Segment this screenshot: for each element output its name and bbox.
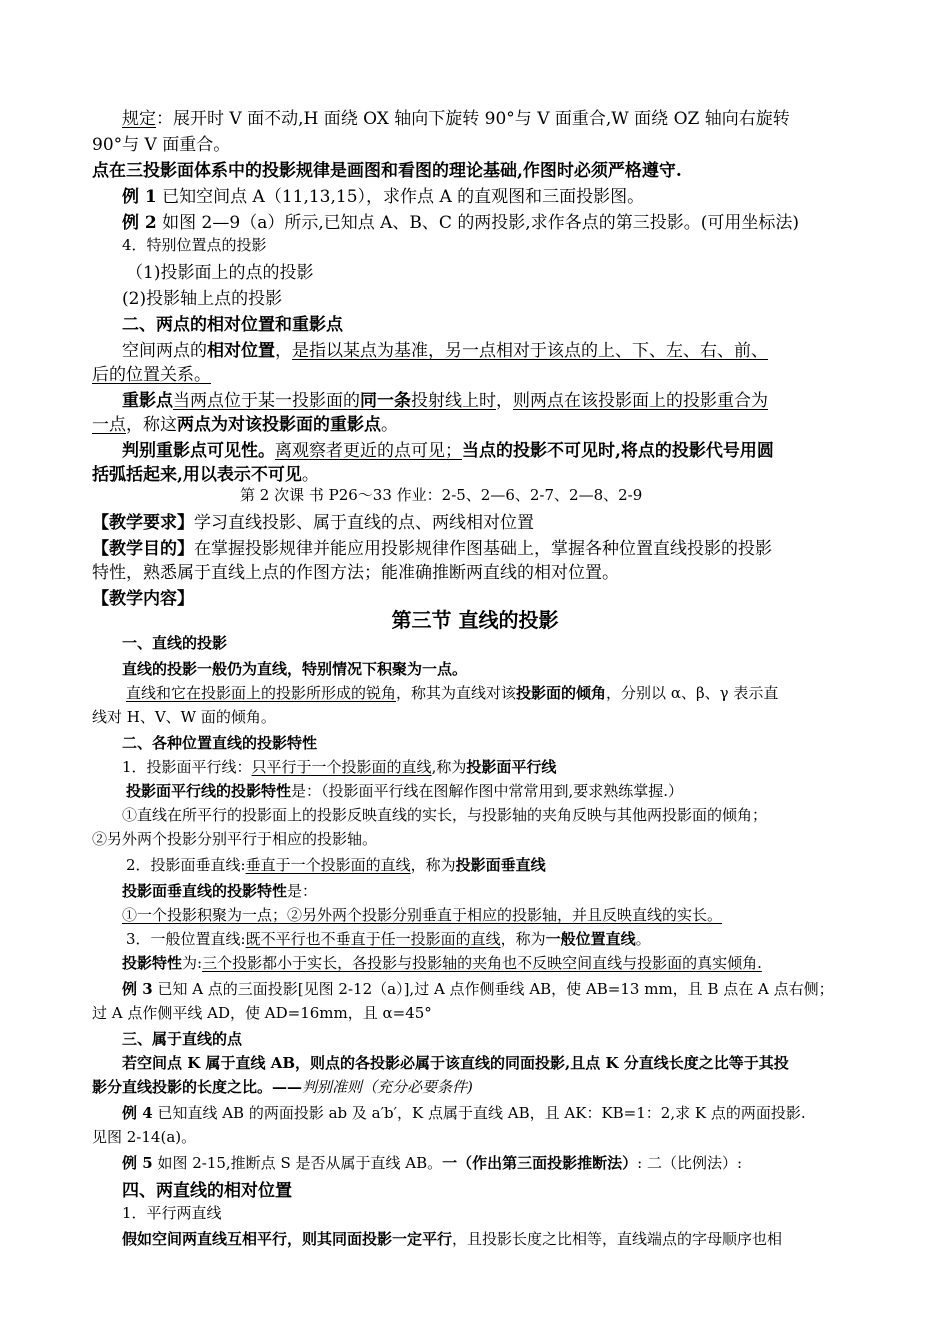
coincident-point-line-1: 重影点当两点位于某一投影面的同一条投射线上时，则两点在该投影面上的投影重合为 bbox=[122, 391, 768, 411]
relative-position-line-1: 空间两点的相对位置，是指以某点为基准，另一点相对于该点的上、下、左、右、前、 bbox=[122, 341, 768, 361]
section-title: 第三节 直线的投影 bbox=[391, 608, 559, 632]
heading-two-lines: 四、两直线的相对位置 bbox=[122, 1181, 292, 1201]
example-1: 例 1 已知空间点 A（11,13,15），求作点 A 的直观图和三面投影图。 bbox=[122, 187, 645, 207]
heading-line-projection: 一、直线的投影 bbox=[122, 634, 228, 652]
item-points-on-axis: (2)投影轴上点的投影 bbox=[122, 289, 283, 309]
inclination-angle-line-2: 线对 H、V、W 面的倾角。 bbox=[92, 708, 276, 726]
general-line-definition: 3．一般位置直线:既不平行也不垂直于任一投影面的直线，称为一般位置直线。 bbox=[126, 930, 651, 948]
example-3-line-1: 例 3 已知 A 点的三面投影[见图 2-12（a）],过 A 点作侧垂线 AB，使 AB=13 mm，且 B 点在 A 点右侧； bbox=[122, 980, 834, 998]
visibility-line-2: 括弧括起来,用以表示不可见。 bbox=[92, 465, 319, 485]
projection-law-statement: 点在三投影面体系中的投影规律是画图和看图的理论基础,作图时必须严格遵守. bbox=[92, 161, 682, 181]
example-4-line-2: 见图 2-14(a)。 bbox=[92, 1128, 197, 1146]
parallel-property-1: ①直线在所平行的投影面上的投影反映直线的实长，与投影轴的夹角反映与其他两投影面的倾角； bbox=[122, 806, 768, 824]
rule-line-2: 90°与 V 面重合。 bbox=[92, 135, 231, 155]
rule-line-1: 规定：展开时 V 面不动,H 面绕 OX 轴向下旋转 90°与 V 面重合,W 面绕 OZ 轴向右旋转 bbox=[122, 109, 790, 129]
item-points-on-plane: （1)投影面上的点的投影 bbox=[126, 263, 314, 283]
heading-relative-position: 二、两点的相对位置和重影点 bbox=[122, 315, 343, 335]
relative-position-line-2: 后的位置关系。 bbox=[92, 365, 211, 385]
perpendicular-line-definition: 2．投影面垂直线:垂直于一个投影面的直线，称为投影面垂直线 bbox=[126, 856, 546, 874]
coincident-point-line-2: 一点，称这两点为对该投影面的重影点。 bbox=[92, 415, 398, 435]
teaching-goal-line-2: 特性，熟悉属于直线上点的作图方法；能准确推断两直线的相对位置。 bbox=[92, 563, 619, 583]
example-2: 例 2 如图 2—9（a）所示,已知点 A、B、C 的两投影,求作各点的第三投影。(可用坐标法) bbox=[122, 213, 799, 233]
inclination-angle-line-1: 直线和它在投影面上的投影所形成的锐角，称其为直线对该投影面的倾角，分别以 α、β、γ 表示直 bbox=[126, 684, 779, 702]
point-on-line-rule-1: 若空间点 K 属于直线 AB，则点的各投影必属于该直线的同面投影,且点 K 分直线长度之比等于其投 bbox=[122, 1054, 789, 1072]
example-4-line-1: 例 4 已知直线 AB 的两面投影 ab 及 a′b′，K 点属于直线 AB，且 AK：KB=1：2,求 K 点的两面投影. bbox=[122, 1104, 806, 1122]
point-on-line-rule-2: 影分直线投影的长度之比。——判别准则（充分必要条件) bbox=[92, 1078, 473, 1096]
perpendicular-line-property: 投影面垂直线的投影特性是： bbox=[122, 882, 318, 900]
lesson-info: 第 2 次课 书 P26～33 作业：2-5、2—6、2-7、2—8、2-9 bbox=[240, 486, 643, 504]
visibility-line-1: 判别重影点可见性。离观察者更近的点可见；当点的投影不可见时,将点的投影代号用圆 bbox=[122, 441, 774, 461]
general-line-property: 投影特性为:三个投影都小于实长，各投影与投影轴的夹角也不反映空间直线与投影面的真实倾角. bbox=[122, 954, 762, 972]
example-5: 例 5 如图 2-15,推断点 S 是否从属于直线 AB。一（作出第三面投影推断法）: 二（比例法）: bbox=[122, 1154, 743, 1172]
subheading-parallel-lines: 1．平行两直线 bbox=[122, 1204, 222, 1222]
teaching-content-label: 【教学内容】 bbox=[92, 589, 194, 609]
parallel-line-property: 投影面平行线的投影特性是：（投影面平行线在图解作图中常常用到,要求熟练掌握.） bbox=[126, 782, 684, 800]
subheading-special-points: 4．特别位置点的投影 bbox=[122, 236, 267, 254]
parallel-property-2: ②另外两个投影分别平行于相应的投影轴。 bbox=[92, 830, 378, 848]
teaching-goal-line-1: 【教学目的】在掌握投影规律并能应用投影规律作图基础上，掌握各种位置直线投影的投影 bbox=[92, 539, 772, 559]
heading-point-on-line: 三、属于直线的点 bbox=[122, 1030, 243, 1048]
teaching-requirement: 【教学要求】学习直线投影、属于直线的点、两线相对位置 bbox=[92, 513, 534, 533]
perpendicular-property-text: ①一个投影积聚为一点；②另外两个投影分别垂直于相应的投影轴，并且反映直线的实长。 bbox=[122, 906, 723, 924]
parallel-line-definition: 1．投影面平行线：只平行于一个投影面的直线,称为投影面平行线 bbox=[122, 758, 557, 776]
line-projection-rule: 直线的投影一般仍为直线，特别情况下积聚为一点。 bbox=[122, 660, 468, 678]
heading-line-positions: 二、各种位置直线的投影特性 bbox=[122, 734, 318, 752]
example-3-line-2: 过 A 点作侧平线 AD，使 AD=16mm，且 α=45° bbox=[92, 1004, 432, 1022]
parallel-lines-rule: 假如空间两直线互相平行，则其同面投影一定平行，且投影长度之比相等，直线端点的字母顺序也相 bbox=[122, 1230, 783, 1248]
